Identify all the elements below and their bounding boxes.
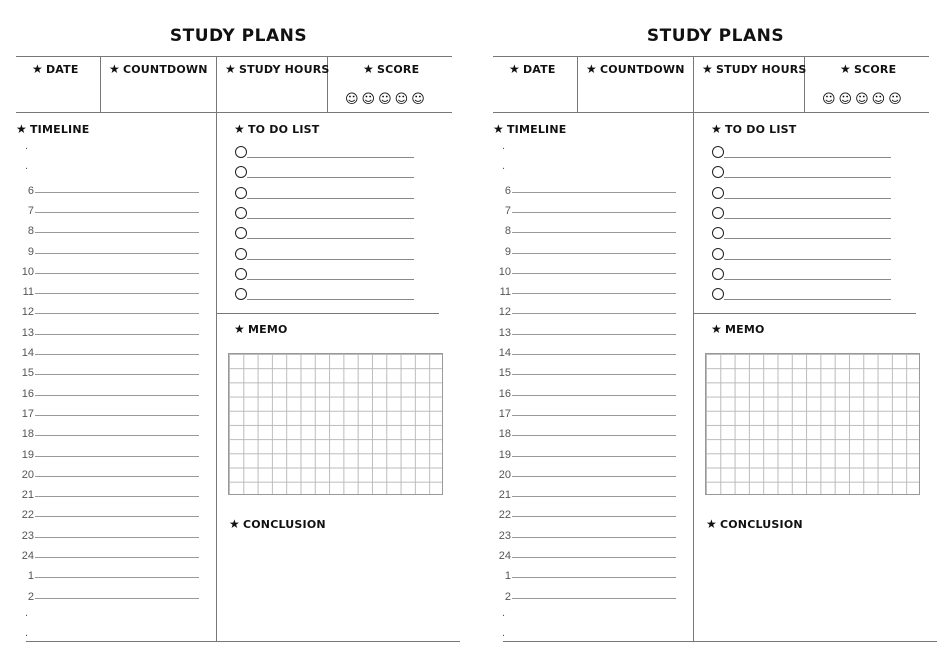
page-bottom-rule [26,641,460,642]
timeline-row[interactable] [493,428,693,448]
timeline-row[interactable] [493,140,693,164]
star-icon: ★ [702,62,713,76]
memo-header: ★ MEMO [234,322,288,336]
timeline-row[interactable] [493,160,693,184]
timeline-dot: . [502,140,506,152]
timeline-hour-label: 16 [21,387,34,400]
timeline-hour-label: 6 [504,184,511,197]
todo-writing-line [247,279,414,280]
star-icon: ★ [840,62,851,76]
timeline-writing-line [35,374,199,375]
timeline-dot: . [25,627,29,640]
column-divider [216,56,217,642]
todo-item[interactable] [235,227,415,247]
todo-item[interactable] [712,248,892,268]
timeline-row[interactable] [16,570,216,590]
star-icon: ★ [363,62,374,76]
date-header: ★ DATE [32,62,79,76]
timeline-hour-label: 16 [498,387,511,400]
timeline-hour-label: 11 [499,286,511,299]
timeline-row[interactable] [493,530,693,550]
timeline-row[interactable] [16,347,216,367]
memo-grid[interactable] [228,353,443,495]
score-smiley-icons[interactable]: ☺☺☺☺☺ [822,92,905,107]
star-icon: ★ [16,122,27,136]
timeline-writing-line [512,516,676,517]
timeline-hour-label: 15 [498,367,511,380]
todo-writing-line [247,177,414,178]
circle-checkbox-icon[interactable] [712,146,724,158]
todo-item[interactable] [712,227,892,247]
todo-writing-line [724,177,891,178]
timeline-hour-label: 20 [498,468,511,481]
timeline-dot: . [502,606,506,619]
circle-checkbox-icon[interactable] [712,248,724,260]
todo-item[interactable] [712,268,892,288]
circle-checkbox-icon[interactable] [235,187,247,199]
timeline-hour-label: 19 [498,448,511,461]
memo-grid[interactable] [705,353,920,495]
todo-item[interactable] [712,166,892,186]
todo-bottom-rule [216,313,439,314]
todo-item[interactable] [235,146,415,166]
circle-checkbox-icon[interactable] [235,207,247,219]
circle-checkbox-icon[interactable] [712,288,724,300]
timeline-writing-line [512,598,676,599]
todo-writing-line [724,279,891,280]
timeline-dot: . [25,160,29,173]
todo-writing-line [247,218,414,219]
page-bottom-rule [503,641,937,642]
planner-page-left [16,0,461,672]
timeline-writing-line [35,273,199,274]
timeline-row[interactable] [493,469,693,489]
timeline-row[interactable] [16,367,216,387]
timeline-writing-line [512,476,676,477]
timeline-row[interactable] [16,160,216,184]
todo-item[interactable] [235,268,415,288]
timeline-hour-label: 22 [21,509,34,522]
column-divider [693,56,694,642]
timeline-hour-label: 2 [27,590,34,603]
timeline-hour-label: 8 [504,225,511,238]
timeline-hour-label: 21 [21,489,34,502]
circle-checkbox-icon[interactable] [235,268,247,280]
circle-checkbox-icon[interactable] [712,268,724,280]
timeline-hour-label: 14 [498,347,511,359]
timeline-hour-label: 2 [504,590,511,603]
timeline-row[interactable] [493,246,693,266]
timeline-hour-label: 23 [21,529,34,542]
header-top-rule [16,56,452,57]
timeline-row[interactable] [16,469,216,489]
todo-writing-line [247,157,414,158]
timeline-writing-line [512,435,676,436]
timeline-hour-label: 9 [504,245,511,258]
todo-item[interactable] [235,288,415,308]
todo-item[interactable] [235,207,415,227]
todo-item[interactable] [235,187,415,207]
timeline-writing-line [35,537,199,538]
timeline-row[interactable] [493,591,693,611]
circle-checkbox-icon[interactable] [712,187,724,199]
timeline-row[interactable] [16,408,216,428]
todo-writing-line [247,299,414,300]
timeline-row[interactable] [493,286,693,306]
timeline-row[interactable] [493,347,693,367]
timeline-writing-line [512,273,676,274]
todo-item[interactable] [712,207,892,227]
star-icon: ★ [32,62,43,76]
timeline-row[interactable] [16,225,216,245]
timeline-row[interactable] [16,428,216,448]
timeline-hour-label: 13 [21,326,34,339]
timeline-row[interactable] [493,306,693,326]
date-header: ★ DATE [509,62,556,76]
timeline-hour-label: 15 [21,367,34,380]
timeline-hour-label: 20 [21,468,34,481]
timeline-row[interactable] [16,489,216,509]
timeline-hour-label: 9 [27,245,34,258]
circle-checkbox-icon[interactable] [235,227,247,239]
timeline-writing-line [35,253,199,254]
timeline-writing-line [512,557,676,558]
timeline-writing-line [512,253,676,254]
timeline-hour-label: 1 [504,570,511,583]
timeline-row[interactable] [493,388,693,408]
countdown-header: ★ COUNTDOWN [109,62,208,76]
circle-checkbox-icon[interactable] [712,207,724,219]
timeline-row[interactable] [493,489,693,509]
todo-item[interactable] [235,248,415,268]
todo-writing-line [247,259,414,260]
timeline-row[interactable] [493,606,693,631]
timeline-dot: . [502,160,506,173]
timeline-writing-line [35,354,199,355]
timeline-row[interactable] [16,246,216,266]
timeline-row[interactable] [493,225,693,245]
timeline-writing-line [35,598,199,599]
timeline-hour-label: 23 [498,529,511,542]
timeline-writing-line [512,415,676,416]
todo-header: ★ TO DO LIST [234,122,320,136]
timeline-row[interactable] [16,286,216,306]
timeline-row[interactable] [493,570,693,590]
timeline-hour-label: 22 [498,509,511,522]
timeline-writing-line [35,496,199,497]
timeline-writing-line [35,293,199,294]
timeline-writing-line [512,456,676,457]
timeline-writing-line [512,334,676,335]
timeline-row[interactable] [493,449,693,469]
star-icon: ★ [711,122,722,136]
timeline-row[interactable] [493,550,693,570]
timeline-writing-line [35,313,199,314]
timeline-row[interactable] [16,306,216,326]
timeline-writing-line [35,334,199,335]
timeline-writing-line [512,374,676,375]
timeline-writing-line [512,293,676,294]
circle-checkbox-icon[interactable] [235,146,247,158]
timeline-dot: . [25,606,29,619]
score-smiley-icons[interactable]: ☺☺☺☺☺ [345,92,428,107]
header-bottom-rule [16,112,452,113]
timeline-row[interactable] [493,408,693,428]
timeline-row[interactable] [493,327,693,347]
circle-checkbox-icon[interactable] [712,166,724,178]
star-icon: ★ [711,322,722,336]
timeline-hour-label: 17 [21,407,34,420]
timeline-writing-line [512,232,676,233]
todo-item[interactable] [235,166,415,186]
star-icon: ★ [234,122,245,136]
timeline-dot: . [502,627,506,640]
timeline-hour-label: 14 [21,347,34,359]
timeline-hour-label: 19 [21,448,34,461]
star-icon: ★ [706,517,717,531]
timeline-writing-line [512,577,676,578]
timeline-writing-line [512,537,676,538]
timeline-writing-line [512,212,676,213]
timeline-hour-label: 17 [498,407,511,420]
timeline-dot: . [25,140,29,152]
timeline-hour-label: 18 [498,428,511,441]
star-icon: ★ [493,122,504,136]
timeline-writing-line [512,192,676,193]
timeline-writing-line [512,496,676,497]
timeline-row[interactable] [16,591,216,611]
timeline-writing-line [35,516,199,517]
timeline-hour-label: 1 [27,570,34,583]
header-top-rule [493,56,929,57]
timeline-hour-label: 7 [27,204,34,217]
timeline-writing-line [35,476,199,477]
star-icon: ★ [509,62,520,76]
todo-writing-line [724,238,891,239]
timeline-hour-label: 10 [21,265,34,278]
timeline-hour-label: 7 [504,204,511,217]
star-icon: ★ [229,517,240,531]
todo-item[interactable] [712,146,892,166]
timeline-hour-label: 12 [21,306,34,319]
timeline-writing-line [35,577,199,578]
conclusion-header: ★ CONCLUSION [229,517,326,531]
timeline-row[interactable] [16,606,216,631]
timeline-row[interactable] [493,367,693,387]
timeline-row[interactable] [16,185,216,205]
timeline-writing-line [35,192,199,193]
todo-item[interactable] [712,187,892,207]
timeline-row[interactable] [16,509,216,529]
todo-writing-line [247,198,414,199]
timeline-header: ★ TIMELINE [16,122,90,136]
timeline-writing-line [35,212,199,213]
page-title: STUDY PLANS [646,26,785,46]
star-icon: ★ [586,62,597,76]
conclusion-header: ★ CONCLUSION [706,517,803,531]
planner-page-right [493,0,938,672]
timeline-writing-line [512,313,676,314]
timeline-writing-line [35,456,199,457]
timeline-hour-label: 24 [498,550,511,562]
timeline-writing-line [35,435,199,436]
timeline-hour-label: 6 [27,184,34,197]
todo-header: ★ TO DO LIST [711,122,797,136]
timeline-row[interactable] [493,266,693,286]
todo-writing-line [724,157,891,158]
star-icon: ★ [225,62,236,76]
timeline-row[interactable] [493,185,693,205]
circle-checkbox-icon[interactable] [235,248,247,260]
study-hours-header: ★ STUDY HOURS [225,62,330,76]
timeline-writing-line [35,395,199,396]
timeline-writing-line [512,354,676,355]
timeline-header: ★ TIMELINE [493,122,567,136]
timeline-writing-line [35,232,199,233]
timeline-row[interactable] [16,550,216,570]
circle-checkbox-icon[interactable] [712,227,724,239]
circle-checkbox-icon[interactable] [235,288,247,300]
study-hours-header: ★ STUDY HOURS [702,62,807,76]
timeline-row[interactable] [16,449,216,469]
timeline-row[interactable] [16,530,216,550]
timeline-hour-label: 11 [22,286,34,299]
timeline-row[interactable] [16,327,216,347]
todo-writing-line [247,238,414,239]
timeline-hour-label: 24 [21,550,34,562]
header-divider [577,56,578,112]
timeline-row[interactable] [493,509,693,529]
countdown-header: ★ COUNTDOWN [586,62,685,76]
timeline-hour-label: 8 [27,225,34,238]
header-bottom-rule [493,112,929,113]
timeline-writing-line [512,395,676,396]
page-title: STUDY PLANS [169,26,308,46]
todo-writing-line [724,198,891,199]
header-divider [100,56,101,112]
todo-writing-line [724,259,891,260]
timeline-row[interactable] [16,266,216,286]
score-header: ★ SCORE [363,62,420,76]
memo-header: ★ MEMO [711,322,765,336]
timeline-row[interactable] [16,388,216,408]
timeline-writing-line [35,557,199,558]
timeline-row[interactable] [16,205,216,225]
star-icon: ★ [109,62,120,76]
timeline-hour-label: 13 [498,326,511,339]
timeline-hour-label: 21 [498,489,511,502]
timeline-row[interactable] [16,140,216,164]
todo-writing-line [724,299,891,300]
timeline-hour-label: 18 [21,428,34,441]
timeline-writing-line [35,415,199,416]
score-header: ★ SCORE [840,62,897,76]
timeline-row[interactable] [493,205,693,225]
todo-bottom-rule [693,313,916,314]
todo-item[interactable] [712,288,892,308]
todo-writing-line [724,218,891,219]
timeline-hour-label: 10 [498,265,511,278]
star-icon: ★ [234,322,245,336]
timeline-hour-label: 12 [498,306,511,319]
circle-checkbox-icon[interactable] [235,166,247,178]
